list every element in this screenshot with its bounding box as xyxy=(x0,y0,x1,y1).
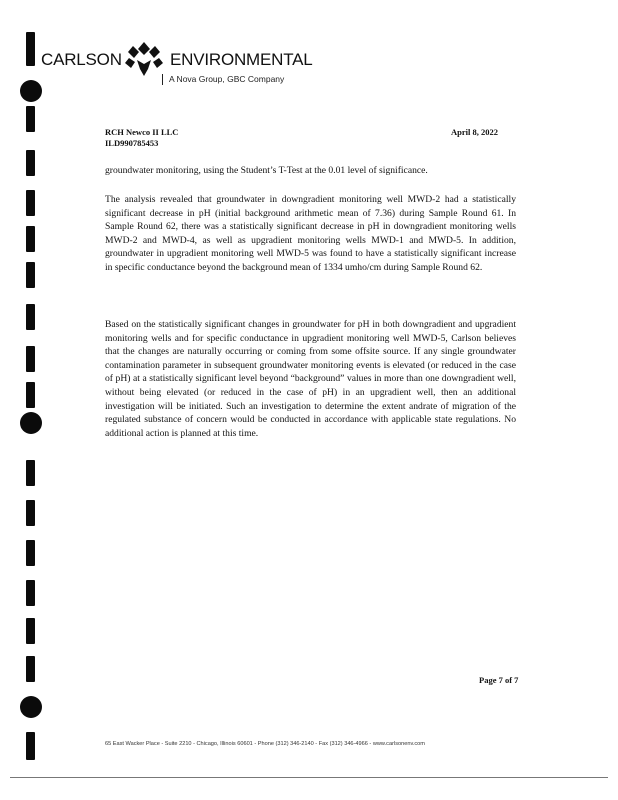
recipient-name: RCH Newco II LLC xyxy=(105,127,179,137)
binder-mark xyxy=(26,190,35,216)
binder-mark xyxy=(26,304,35,330)
letter-header-recipient xyxy=(105,127,178,149)
page-number: Page 7 of 7 xyxy=(479,675,519,685)
binder-mark xyxy=(26,460,35,486)
binder-mark xyxy=(26,580,35,606)
binder-mark xyxy=(26,262,35,288)
binder-mark xyxy=(26,150,35,176)
binder-mark xyxy=(26,106,35,132)
company-name-left: CARLSON xyxy=(41,50,122,69)
binder-mark xyxy=(26,540,35,566)
binder-hole xyxy=(20,696,42,718)
footer-rule xyxy=(10,777,608,778)
footer-address: 65 East Wacker Place - Suite 2210 - Chicago, Illinois 60601 - Phone (312) 346-2140 - Fax (312) 346-4966 - www.carlsonenv.com xyxy=(105,741,425,747)
body-paragraph-1: groundwater monitoring, using the Student’s T-Test at the 0.01 level of significance. xyxy=(105,165,428,176)
letterhead-logo xyxy=(41,40,311,90)
body-paragraph-2: The analysis revealed that groundwater in downgradient monitoring well MWD-2 had a statistically significant decrease in pH (initial background arithmetic mean of 7.36) during Sample Round 61. In Sample Round 62, there was a statistically significant decrease in pH in downgradient monitoring wells MWD-2 and MWD-4, as well as upgradient monitoring wells MWD-1 and MWD-5. In addition, groundwater in upgradient monitoring well MWD-5 was found to have a statistically significant increase in specific conductance beyond the background mean of 1334 umho/cm during Sample Round 62. xyxy=(105,194,516,273)
letter-date: April 8, 2022 xyxy=(451,127,498,137)
binder-mark xyxy=(26,382,35,408)
binder-mark xyxy=(26,618,35,644)
body-paragraph-3: Based on the statistically significant changes in groundwater for pH in both downgradient and upgradient monitoring wells and for specific conductance in upgradient monitoring well MWD-5, Carlson believes that the changes are naturally occurring or coming from some offsite source. If any single groundwater contamination parameter in subsequent groundwater monitoring events is elevated (or reduced in the case of pH) at a statistically significant level beyond “background” values in more than one downgradient well, without being elevated (or reduced in the case of pH) in an upgradient well, then an additional investigation will be initiated. Such an investigation to determine the extent andrate of migration of the regulated substance of concern would be conducted in accordance with applicable state regulations. No additional action is planned at this time. xyxy=(105,319,516,439)
binder-mark xyxy=(26,226,35,252)
binder-hole xyxy=(20,80,42,102)
company-logo-icon xyxy=(121,40,167,80)
binder-mark xyxy=(26,732,35,760)
binder-mark xyxy=(26,656,35,682)
binder-mark xyxy=(26,500,35,526)
binder-mark xyxy=(26,346,35,372)
company-name-right: ENVIRONMENTAL xyxy=(170,50,313,69)
binder-hole xyxy=(20,412,42,434)
recipient-id: ILD990785453 xyxy=(105,138,159,148)
company-tagline: A Nova Group, GBC Company xyxy=(162,74,284,85)
binder-mark xyxy=(26,32,35,66)
